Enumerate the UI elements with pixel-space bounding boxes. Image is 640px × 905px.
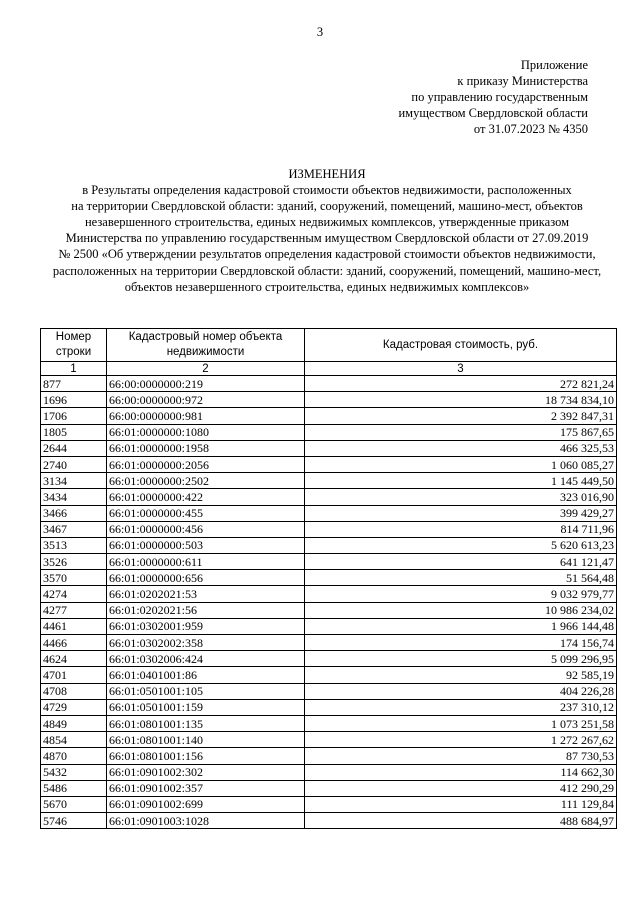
cadastral-number-cell: 66:01:0901003:1028	[107, 813, 305, 829]
cadastral-value-cell: 466 325,53	[305, 440, 617, 456]
cadastral-number-cell: 66:01:0302006:424	[107, 651, 305, 667]
cadastral-value-cell: 399 429,27	[305, 505, 617, 521]
cadastral-number-cell: 66:01:0302001:959	[107, 618, 305, 634]
cadastral-value-cell: 5 099 296,95	[305, 651, 617, 667]
cadastral-number-cell: 66:01:0901002:699	[107, 796, 305, 812]
table-row	[41, 440, 617, 456]
cadastral-number-cell: 66:01:0801001:156	[107, 748, 305, 764]
column-number-1: 1	[41, 362, 107, 376]
cadastral-value-cell: 10 986 234,02	[305, 602, 617, 618]
cadastral-value-cell: 9 032 979,77	[305, 586, 617, 602]
cadastral-value-cell: 87 730,53	[305, 748, 617, 764]
table-body	[41, 376, 617, 829]
cadastral-value-cell: 114 662,30	[305, 764, 617, 780]
page-number: 3	[316, 25, 324, 39]
cadastral-number-cell: 66:00:0000000:972	[107, 392, 305, 408]
table-row	[41, 683, 617, 699]
title-line: в Результаты определения кадастровой стоимости объектов недвижимости, расположенных	[82, 183, 572, 198]
cadastral-number-cell: 66:01:0000000:422	[107, 489, 305, 505]
appendix-line: Приложение	[520, 58, 588, 72]
cadastral-value-cell: 272 821,24	[305, 376, 617, 392]
cadastral-value-cell: 1 272 267,62	[305, 732, 617, 748]
row-number-cell: 4624	[41, 651, 107, 667]
cadastral-number-cell: 66:01:0501001:105	[107, 683, 305, 699]
cadastral-value-cell: 51 564,48	[305, 570, 617, 586]
cadastral-number-cell: 66:01:0000000:2056	[107, 456, 305, 472]
cadastral-value-cell: 488 684,97	[305, 813, 617, 829]
table-row	[41, 408, 617, 424]
title-line: незавершенного строительства, единых недвижимых комплексов, утвержденные приказом	[84, 215, 569, 230]
row-number-cell: 3134	[41, 473, 107, 489]
cadastral-number-cell: 66:01:0000000:656	[107, 570, 305, 586]
column-number-2: 2	[107, 362, 305, 376]
table-row	[41, 570, 617, 586]
table-row	[41, 732, 617, 748]
row-number-cell: 5670	[41, 796, 107, 812]
row-number-cell: 4701	[41, 667, 107, 683]
header-cadastral-number: Кадастровый номер объекта недвижимости	[107, 329, 305, 362]
table-row	[41, 602, 617, 618]
table-row	[41, 521, 617, 537]
table-row	[41, 780, 617, 796]
table-row	[41, 537, 617, 553]
cadastral-value-cell: 412 290,29	[305, 780, 617, 796]
title-line: расположенных на территории Свердловской области: зданий, сооружений, помещений, машино-мест,	[52, 263, 602, 278]
cadastral-value-cell: 174 156,74	[305, 635, 617, 651]
row-number-cell: 1805	[41, 424, 107, 440]
row-number-cell: 2644	[41, 440, 107, 456]
cadastral-value-table	[40, 328, 617, 829]
table-row	[41, 764, 617, 780]
title-line: Министерства по управлению государственным имуществом Свердловской области от 27.09.2019	[65, 231, 589, 246]
cadastral-value-cell: 814 711,96	[305, 521, 617, 537]
cadastral-number-cell: 66:01:0000000:1080	[107, 424, 305, 440]
row-number-cell: 4729	[41, 699, 107, 715]
cadastral-value-cell: 18 734 834,10	[305, 392, 617, 408]
cadastral-value-cell: 1 966 144,48	[305, 618, 617, 634]
table-row	[41, 813, 617, 829]
row-number-cell: 4461	[41, 618, 107, 634]
cadastral-number-cell: 66:01:0000000:1958	[107, 440, 305, 456]
row-number-cell: 877	[41, 376, 107, 392]
table-row	[41, 699, 617, 715]
header-row-number: Номер строки	[41, 329, 107, 362]
table-row	[41, 715, 617, 731]
row-number-cell: 4466	[41, 635, 107, 651]
title-line: № 2500 «Об утверждении результатов определения кадастровой стоимости объектов недвижимости,	[58, 247, 596, 262]
cadastral-number-cell: 66:00:0000000:219	[107, 376, 305, 392]
table-row	[41, 586, 617, 602]
table-row	[41, 424, 617, 440]
cadastral-number-cell: 66:01:0901002:302	[107, 764, 305, 780]
appendix-date-line: от 31.07.2023 № 4350	[473, 122, 588, 136]
cadastral-number-cell: 66:01:0202021:53	[107, 586, 305, 602]
cadastral-number-cell: 66:01:0000000:611	[107, 554, 305, 570]
cadastral-number-cell: 66:01:0501001:159	[107, 699, 305, 715]
cadastral-number-cell: 66:01:0000000:456	[107, 521, 305, 537]
row-number-cell: 1696	[41, 392, 107, 408]
row-number-cell: 4277	[41, 602, 107, 618]
document-title	[40, 166, 614, 295]
cadastral-value-cell: 1 145 449,50	[305, 473, 617, 489]
table-row	[41, 456, 617, 472]
title-line: на территории Свердловской области: зданий, сооружений, помещений, машино-мест, объектов	[71, 199, 583, 214]
row-number-cell: 5432	[41, 764, 107, 780]
row-number-cell: 3526	[41, 554, 107, 570]
cadastral-number-cell: 66:00:0000000:981	[107, 408, 305, 424]
table-row	[41, 635, 617, 651]
table-row	[41, 796, 617, 812]
cadastral-value-cell: 111 129,84	[305, 796, 617, 812]
table-row	[41, 667, 617, 683]
cadastral-number-cell: 66:01:0000000:2502	[107, 473, 305, 489]
row-number-cell: 3570	[41, 570, 107, 586]
cadastral-number-cell: 66:01:0302002:358	[107, 635, 305, 651]
column-number-3: 3	[305, 362, 617, 376]
row-number-cell: 5746	[41, 813, 107, 829]
cadastral-number-cell: 66:01:0000000:503	[107, 537, 305, 553]
cadastral-number-cell: 66:01:0202021:56	[107, 602, 305, 618]
row-number-cell: 4854	[41, 732, 107, 748]
row-number-cell: 4849	[41, 715, 107, 731]
cadastral-value-cell: 1 073 251,58	[305, 715, 617, 731]
cadastral-value-cell: 323 016,90	[305, 489, 617, 505]
row-number-cell: 3466	[41, 505, 107, 521]
cadastral-value-cell: 92 585,19	[305, 667, 617, 683]
cadastral-number-cell: 66:01:0000000:455	[107, 505, 305, 521]
table-row	[41, 618, 617, 634]
row-number-cell: 5486	[41, 780, 107, 796]
row-number-cell: 2740	[41, 456, 107, 472]
table-header-row	[41, 329, 617, 362]
appendix-line: имуществом Свердловской области	[398, 106, 588, 120]
cadastral-value-cell: 2 392 847,31	[305, 408, 617, 424]
table-row	[41, 376, 617, 392]
cadastral-number-cell: 66:01:0401001:86	[107, 667, 305, 683]
row-number-cell: 3513	[41, 537, 107, 553]
appendix-line: к приказу Министерства	[457, 74, 588, 88]
table-row	[41, 748, 617, 764]
table-row	[41, 392, 617, 408]
cadastral-value-cell: 237 310,12	[305, 699, 617, 715]
cadastral-value-cell: 1 060 085,27	[305, 456, 617, 472]
table-row	[41, 554, 617, 570]
cadastral-number-cell: 66:01:0801001:135	[107, 715, 305, 731]
table-row	[41, 505, 617, 521]
cadastral-number-cell: 66:01:0901002:357	[107, 780, 305, 796]
cadastral-value-cell: 641 121,47	[305, 554, 617, 570]
row-number-cell: 4708	[41, 683, 107, 699]
row-number-cell: 3467	[41, 521, 107, 537]
table-row	[41, 473, 617, 489]
table-row	[41, 651, 617, 667]
appendix-block	[398, 57, 588, 137]
cadastral-value-cell: 5 620 613,23	[305, 537, 617, 553]
row-number-cell: 4274	[41, 586, 107, 602]
row-number-cell: 3434	[41, 489, 107, 505]
row-number-cell: 4870	[41, 748, 107, 764]
cadastral-value-cell: 404 226,28	[305, 683, 617, 699]
table-row	[41, 489, 617, 505]
appendix-line: по управлению государственным	[411, 90, 588, 104]
table-column-number-row	[41, 362, 617, 376]
title-line: объектов незавершенного строительства, единых недвижимых комплексов»	[124, 279, 530, 294]
title-heading: ИЗМЕНЕНИЯ	[288, 167, 366, 181]
cadastral-number-cell: 66:01:0801001:140	[107, 732, 305, 748]
cadastral-value-cell: 175 867,65	[305, 424, 617, 440]
row-number-cell: 1706	[41, 408, 107, 424]
header-cadastral-value: Кадастровая стоимость, руб.	[305, 329, 617, 362]
